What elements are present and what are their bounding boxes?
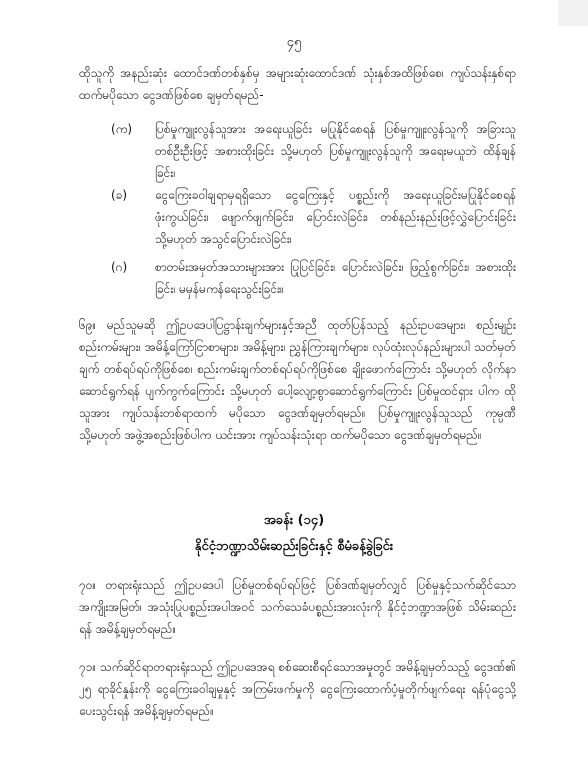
item-marker: (ဂ) <box>111 260 128 274</box>
list-item <box>111 184 516 254</box>
list-item <box>111 118 516 184</box>
item-text: ပြစ်မှုကျူးလွန်သူအား အရေးယူခြင်း မပြုနိုင်စေရန် ပြစ်မှုကျူးလွန်သူကို အခြားသူ တစ်ဦးဦးဖြင့် အစားထိုးခြင်း သို့မဟုတ် ပြစ်မှုကျူးလွန်သူကို အရေးမယူဘဲ ထိန်ချန်ခြင်း၊ <box>155 122 516 180</box>
list-item <box>111 256 516 302</box>
item-marker: (က) <box>111 122 133 136</box>
item-marker: (ခ) <box>111 188 128 202</box>
page-number: ၄၅ <box>286 35 302 50</box>
section-70-paragraph: ၇၀။ တရားရုံးသည် ဤဥပဒေပါ ပြစ်မှုတစ်ရပ်ရပ်ဖြင့် ပြစ်ဒဏ်ချမှတ်လျှင် ပြစ်မှုနှင့်သက်ဆိုင်သော အကျိုးအမြတ်၊ အသုံးပြုပစ္စည်းအပါအဝင် သက်သေခံပစ္စည်းအားလုံးကို နိုင်ငံ့ဘဏ္ဍာအဖြစ် သိမ်းဆည်းရန် အမိန့်ချမှတ်ရမည်။ <box>79 578 516 636</box>
intro-paragraph: ထိုသူကို အနည်းဆုံး ထောင်ဒဏ်တစ်နှစ်မှ အများဆုံးထောင်ဒဏ် သုံးနှစ်အထိဖြစ်စေ၊ ကျပ်သန်းနှစ်ရာ ထက်မပိုသော ငွေဒဏ်ဖြစ်စေ ချမှတ်ရမည်- <box>79 66 516 102</box>
section-69-paragraph: ၆၉။ မည်သူမဆို ဤဥပဒေပါပြဋ္ဌာန်းချက်များနှင့်အညီ ထုတ်ပြန်သည့် နည်းဥပဒေများ၊ စည်းမျဉ်း စည်းကမ်းများ၊ အမိန့်ကြော်ငြာစာများ၊ အမိန့်များ၊ ညွှန်ကြားချက်များ၊ လုပ်ထုံးလုပ်နည်းများပါ သတ်မှတ်ချက် တစ်ရပ်ရပ်ကိုဖြစ်စေ၊ စည်းကမ်းချက်တစ်ရပ်ရပ်ကိုဖြစ်စေ ချိုးဖောက်ကြောင်း သို့မဟုတ် လိုက်နာဆောင်ရွက်ရန် ပျက်ကွက်ကြောင်း သို့မဟုတ် ပေါ့လျော့စွာဆောင်ရွက်ကြောင်း ပြစ်မှုထင်ရှား ပါက ထိုသူအား ကျပ်သန်းတစ်ရာထက် မပိုသော ငွေဒဏ်ချမှတ်ရမည်။ ပြစ်မှုကျူးလွန်သူသည် ကုမ္ပဏီ သို့မဟုတ် အဖွဲ့အစည်းဖြစ်ပါက ယင်းအား ကျပ်သန်းသုံးရာ ထက်မပိုသော ငွေဒဏ်ချမှတ်ရမည်။ <box>79 318 516 442</box>
item-text: ငွေကြေးခဝါချရာမှရရှိသော ငွေကြေးနှင့် ပစ္စည်းကို အရေးယူခြင်းမပြုနိုင်စေရန် ဖုံးကွယ်ခြင်း၊ ဖျောက်ဖျက်ခြင်း၊ ပြောင်းလဲခြင်း၊ တစ်နည်းနည်းဖြင့်လွှဲပြောင်းခြင်း သို့မဟုတ် အသွင်ပြောင်းလဲခြင်း၊ <box>155 188 516 246</box>
item-text: စာတမ်းအမှတ်အသားများအား ပြုပြင်ခြင်း၊ ပြောင်းလဲခြင်း၊ ဖြည့်စွက်ခြင်း၊ အစားထိုးခြင်း၊ မမှန်မကန်ရေးသွင်းခြင်း။ <box>155 260 516 296</box>
section-71-paragraph: ၇၁။ သက်ဆိုင်ရာတရားရုံးသည် ဤဥပဒေအရ စစ်ဆေးစီရင်သောအမှုတွင် အမိန့်ချမှတ်သည့် ငွေဒဏ်၏ ၂၅ ရာခိုင်နှုန်းကို ငွေကြေးခဝါချမှုနှင့် အကြမ်းဖက်မှုကို ငွေကြေးထောက်ပံ့မှုတိုက်ဖျက်ရေး ရန်ပုံငွေသို့ ပေးသွင်းရန် အမိန့်ချမှတ်ရမည်။ <box>79 660 516 718</box>
chapter-number: အခန်း (၁၄) <box>263 513 325 528</box>
scan-edge <box>558 0 588 26</box>
chapter-title: နိုင်ငံ့ဘဏ္ဍာသိမ်းဆည်းခြင်းနှင့် စီမံခန့်ခွဲခြင်း <box>194 539 394 554</box>
